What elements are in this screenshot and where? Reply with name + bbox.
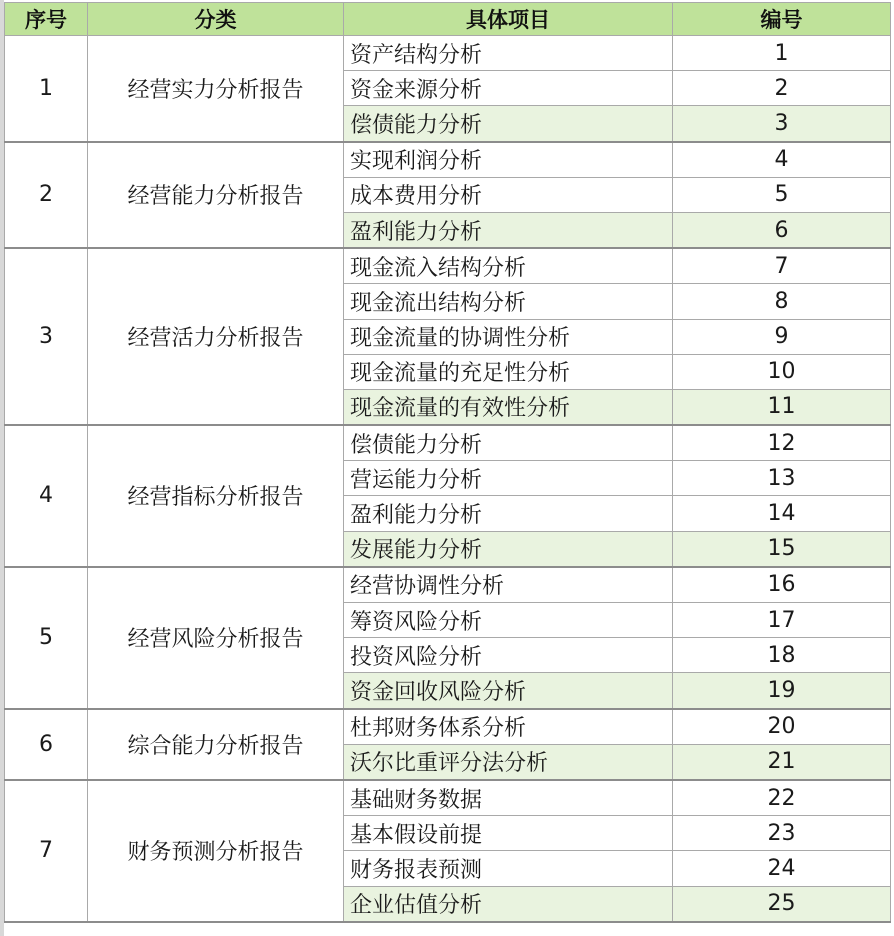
item-cell[interactable]: 偿债能力分析 <box>344 425 673 461</box>
number-cell[interactable]: 6 <box>673 212 891 248</box>
seq-cell[interactable]: 3 <box>5 248 88 425</box>
table-row <box>5 567 891 603</box>
category-cell[interactable]: 经营指标分析报告 <box>88 425 344 567</box>
number-cell[interactable]: 4 <box>673 142 891 178</box>
number-cell[interactable]: 8 <box>673 284 891 319</box>
item-cell[interactable]: 现金流量的充足性分析 <box>344 354 673 389</box>
number-cell[interactable]: 5 <box>673 177 891 212</box>
number-cell[interactable]: 11 <box>673 389 891 425</box>
category-cell[interactable]: 财务预测分析报告 <box>88 780 344 922</box>
item-cell[interactable]: 现金流量的协调性分析 <box>344 319 673 354</box>
header-row <box>5 3 891 36</box>
item-cell[interactable]: 现金流出结构分析 <box>344 284 673 319</box>
item-cell[interactable]: 盈利能力分析 <box>344 212 673 248</box>
number-cell[interactable]: 24 <box>673 851 891 886</box>
number-cell[interactable]: 25 <box>673 886 891 922</box>
item-cell[interactable]: 资金回收风险分析 <box>344 673 673 709</box>
table-row <box>5 36 891 71</box>
number-cell[interactable]: 18 <box>673 638 891 673</box>
number-cell[interactable]: 17 <box>673 603 891 638</box>
item-cell[interactable]: 发展能力分析 <box>344 531 673 567</box>
seq-cell[interactable]: 4 <box>5 425 88 567</box>
item-cell[interactable]: 资产结构分析 <box>344 36 673 71</box>
category-cell[interactable]: 综合能力分析报告 <box>88 709 344 780</box>
table-row <box>5 425 891 461</box>
number-cell[interactable]: 13 <box>673 461 891 496</box>
item-cell[interactable]: 筹资风险分析 <box>344 603 673 638</box>
number-cell[interactable]: 10 <box>673 354 891 389</box>
category-cell[interactable]: 经营活力分析报告 <box>88 248 344 425</box>
category-cell[interactable]: 经营实力分析报告 <box>88 36 344 142</box>
number-cell[interactable]: 20 <box>673 709 891 745</box>
number-cell[interactable]: 22 <box>673 780 891 816</box>
item-cell[interactable]: 企业估值分析 <box>344 886 673 922</box>
item-cell[interactable]: 成本费用分析 <box>344 177 673 212</box>
item-cell[interactable]: 经营协调性分析 <box>344 567 673 603</box>
header-item[interactable]: 具体项目 <box>344 3 673 36</box>
item-cell[interactable]: 营运能力分析 <box>344 461 673 496</box>
number-cell[interactable]: 23 <box>673 816 891 851</box>
number-cell[interactable]: 7 <box>673 248 891 284</box>
seq-cell[interactable]: 7 <box>5 780 88 922</box>
header-number[interactable]: 编号 <box>673 3 891 36</box>
item-cell[interactable]: 财务报表预测 <box>344 851 673 886</box>
number-cell[interactable]: 9 <box>673 319 891 354</box>
seq-cell[interactable]: 2 <box>5 142 88 249</box>
item-cell[interactable]: 沃尔比重评分法分析 <box>344 744 673 780</box>
seq-cell[interactable]: 5 <box>5 567 88 709</box>
number-cell[interactable]: 14 <box>673 496 891 531</box>
number-cell[interactable]: 21 <box>673 744 891 780</box>
item-cell[interactable]: 现金流入结构分析 <box>344 248 673 284</box>
item-cell[interactable]: 基本假设前提 <box>344 816 673 851</box>
seq-cell[interactable]: 6 <box>5 709 88 780</box>
item-cell[interactable]: 盈利能力分析 <box>344 496 673 531</box>
category-cell[interactable]: 经营能力分析报告 <box>88 142 344 249</box>
item-cell[interactable]: 实现利润分析 <box>344 142 673 178</box>
number-cell[interactable]: 12 <box>673 425 891 461</box>
number-cell[interactable]: 3 <box>673 106 891 142</box>
table-row <box>5 248 891 284</box>
item-cell[interactable]: 偿债能力分析 <box>344 106 673 142</box>
item-cell[interactable]: 投资风险分析 <box>344 638 673 673</box>
category-cell[interactable]: 经营风险分析报告 <box>88 567 344 709</box>
seq-cell[interactable]: 1 <box>5 36 88 142</box>
table-body <box>5 36 891 922</box>
item-cell[interactable]: 基础财务数据 <box>344 780 673 816</box>
table-row <box>5 709 891 745</box>
header-seq[interactable]: 序号 <box>5 3 88 36</box>
item-cell[interactable]: 资金来源分析 <box>344 71 673 106</box>
analysis-report-table <box>4 2 891 923</box>
number-cell[interactable]: 1 <box>673 36 891 71</box>
header-category[interactable]: 分类 <box>88 3 344 36</box>
table-row <box>5 780 891 816</box>
number-cell[interactable]: 16 <box>673 567 891 603</box>
number-cell[interactable]: 2 <box>673 71 891 106</box>
table-row <box>5 142 891 178</box>
item-cell[interactable]: 杜邦财务体系分析 <box>344 709 673 745</box>
number-cell[interactable]: 19 <box>673 673 891 709</box>
number-cell[interactable]: 15 <box>673 531 891 567</box>
item-cell[interactable]: 现金流量的有效性分析 <box>344 389 673 425</box>
